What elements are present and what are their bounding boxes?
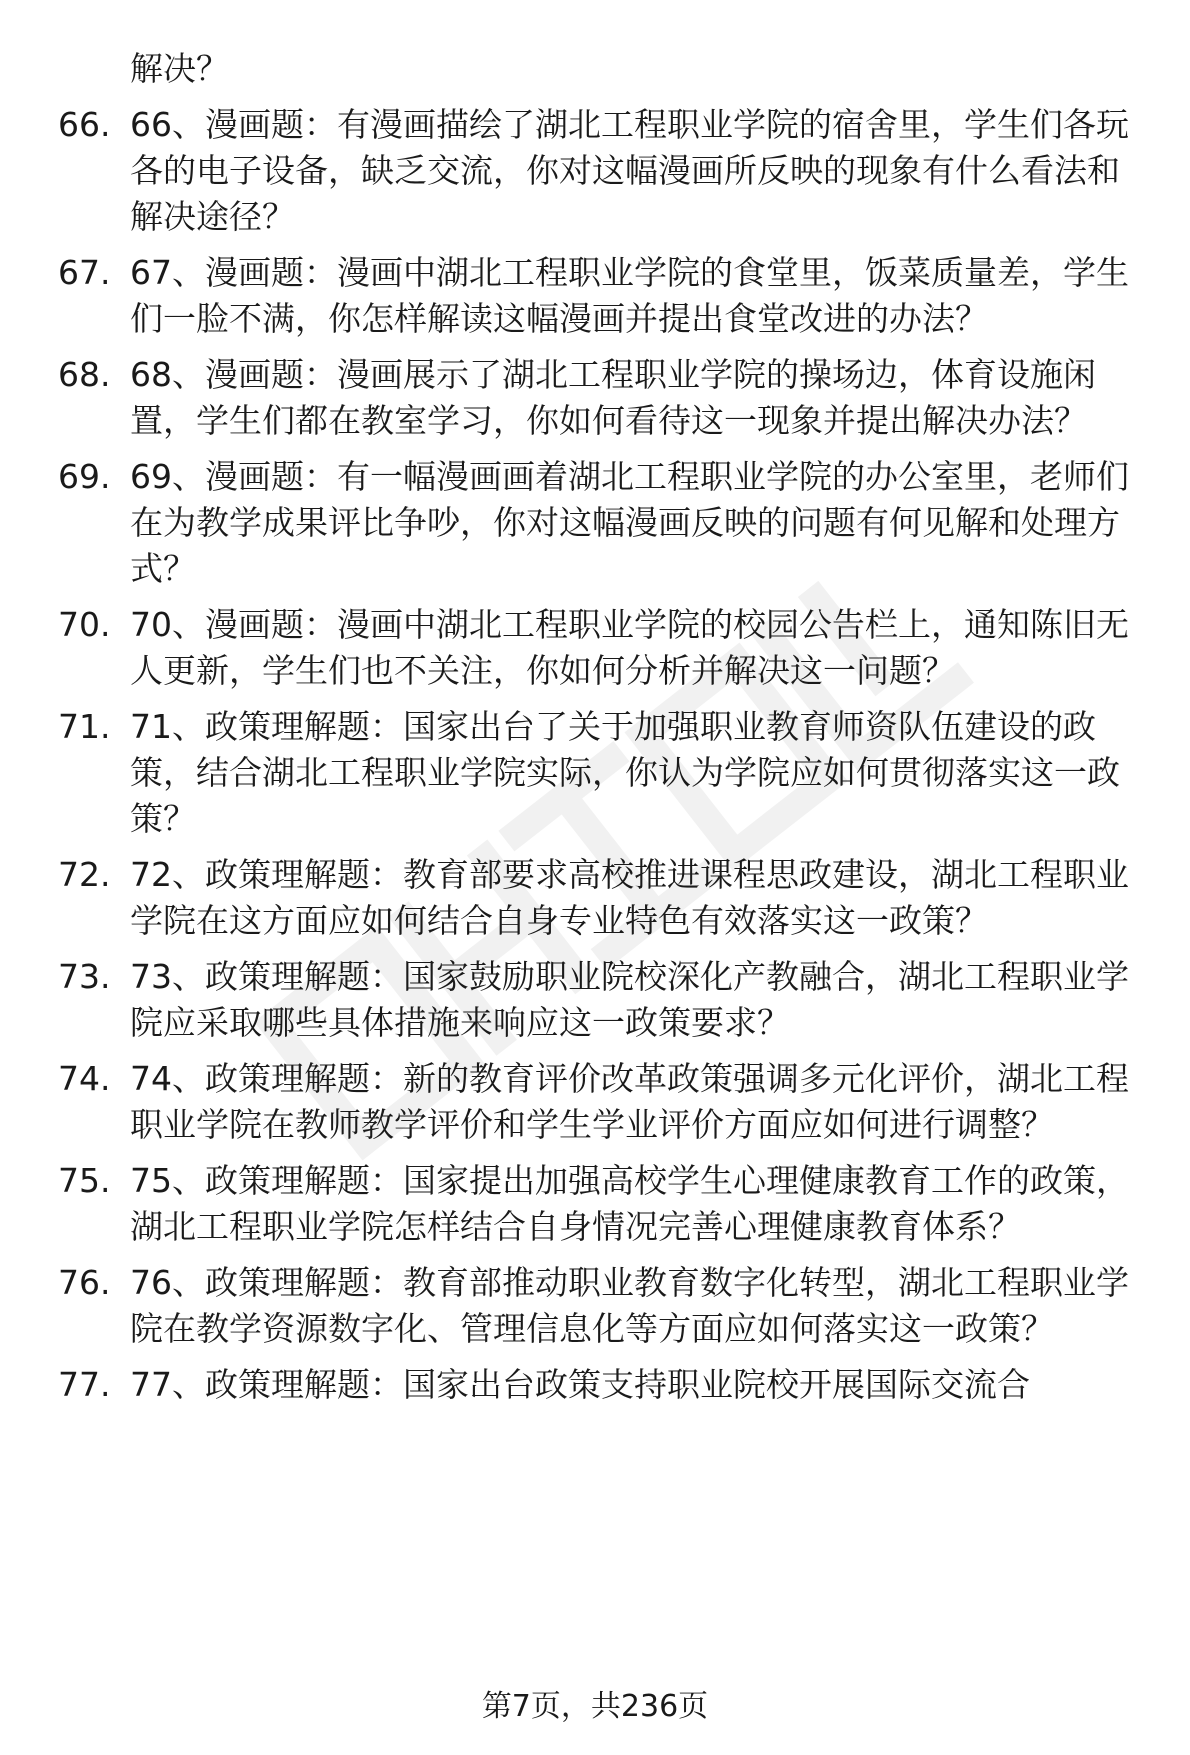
item-text: 67、漫画题：漫画中湖北工程职业学院的食堂里，饭菜质量差，学生们一脸不满，你怎样解读这幅漫画并提出食堂改进的办法？ <box>130 253 1129 338</box>
list-item <box>58 454 1148 592</box>
item-number: 66. <box>58 105 111 144</box>
list-item <box>58 1158 1148 1250</box>
list-item <box>58 954 1148 1046</box>
item-number: 72. <box>58 855 111 894</box>
continuation-text: 解决？ <box>130 49 229 88</box>
item-text: 70、漫画题：漫画中湖北工程职业学院的校园公告栏上，通知陈旧无人更新，学生们也不关注，你如何分析并解决这一问题？ <box>130 605 1129 690</box>
list-item <box>58 102 1148 240</box>
page-footer: 第7页，共236页 <box>481 1689 709 1724</box>
item-number: 70. <box>58 605 111 644</box>
list-item <box>58 852 1148 944</box>
item-number: 76. <box>58 1263 111 1302</box>
question-list <box>58 46 1148 1408</box>
list-item <box>58 250 1148 342</box>
list-item <box>58 602 1148 694</box>
item-text: 76、政策理解题：教育部推动职业教育数字化转型，湖北工程职业学院在教学资源数字化、管理信息化等方面应如何落实这一政策？ <box>130 1263 1129 1348</box>
item-number: 68. <box>58 355 111 394</box>
item-text: 75、政策理解题：国家提出加强高校学生心理健康教育工作的政策，湖北工程职业学院怎样结合自身情况完善心理健康教育体系？ <box>130 1161 1129 1246</box>
list-item <box>58 1056 1148 1148</box>
item-text: 74、政策理解题：新的教育评价改革政策强调多元化评价，湖北工程职业学院在教师教学评价和学生学业评价方面应如何进行调整？ <box>130 1059 1129 1144</box>
item-number: 77. <box>58 1365 111 1404</box>
item-text: 71、政策理解题：国家出台了关于加强职业教育师资队伍建设的政策，结合湖北工程职业学院实际，你认为学院应如何贯彻落实这一政策？ <box>130 707 1120 838</box>
item-number: 73. <box>58 957 111 996</box>
item-number: 69. <box>58 457 111 496</box>
item-text: 73、政策理解题：国家鼓励职业院校深化产教融合，湖北工程职业学院应采取哪些具体措施来响应这一政策要求？ <box>130 957 1129 1042</box>
item-number: 74. <box>58 1059 111 1098</box>
list-item <box>58 704 1148 842</box>
item-text: 68、漫画题：漫画展示了湖北工程职业学院的操场边，体育设施闲置，学生们都在教室学习，你如何看待这一现象并提出解决办法？ <box>130 355 1096 440</box>
item-text: 72、政策理解题：教育部要求高校推进课程思政建设，湖北工程职业学院在这方面应如何结合自身专业特色有效落实这一政策？ <box>130 855 1129 940</box>
item-number: 71. <box>58 707 111 746</box>
item-text: 77、政策理解题：国家出台政策支持职业院校开展国际交流合 <box>130 1365 1030 1404</box>
item-text: 66、漫画题：有漫画描绘了湖北工程职业学院的宿舍里，学生们各玩各的电子设备，缺乏交流，你对这幅漫画所反映的现象有什么看法和解决途径？ <box>130 105 1129 236</box>
list-item <box>58 1362 1148 1408</box>
item-number: 75. <box>58 1161 111 1200</box>
list-item <box>58 352 1148 444</box>
item-number: 67. <box>58 253 111 292</box>
item-text: 69、漫画题：有一幅漫画画着湖北工程职业学院的办公室里，老师们在为教学成果评比争吵，你对这幅漫画反映的问题有何见解和处理方式？ <box>130 457 1129 588</box>
list-item <box>58 1260 1148 1352</box>
